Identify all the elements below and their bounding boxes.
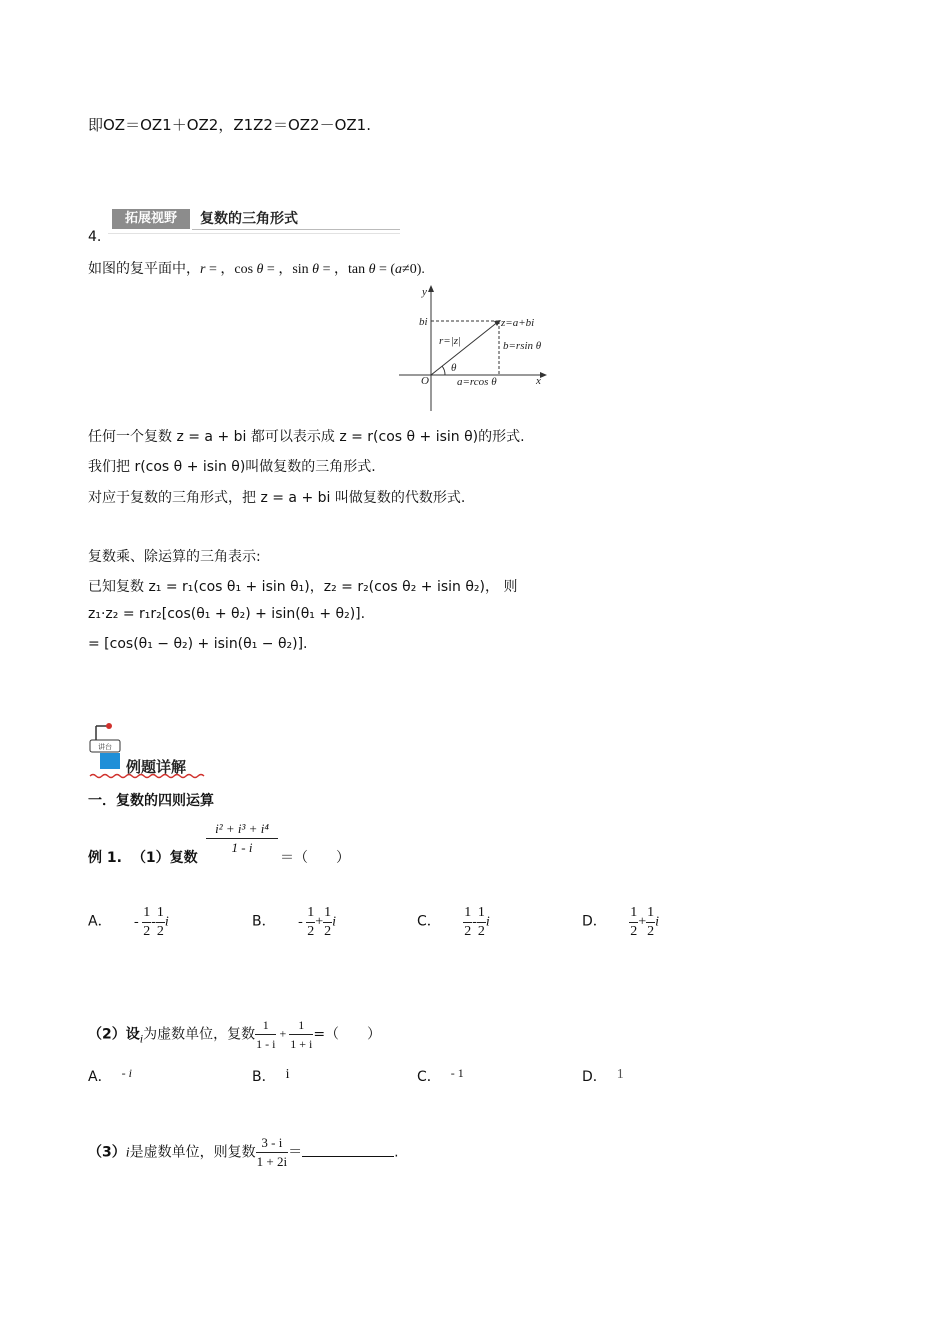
lecture-logo: [86, 722, 206, 780]
ex1-option-a[interactable]: A． - $\frac{1}{2}$ - $\frac{1}{2}$ i: [88, 905, 169, 939]
x-axis-label: x: [536, 375, 541, 387]
ex1-option-b[interactable]: B． - $\frac{1}{2}$ + $\frac{1}{2}$ i: [252, 905, 337, 939]
para-algebraic-form: 对应于复数的三角形式，把 z = a + bi 叫做复数的代数形式.: [88, 490, 466, 506]
example-1-fraction: $\frac{\text{i² + i³ + i⁴}}{1 - i}$: [206, 820, 278, 857]
complex-plane-figure: [395, 283, 560, 413]
y-axis-arrow: [428, 285, 434, 292]
ex2-option-b[interactable]: B． i: [252, 1067, 290, 1085]
modulus-label: r=|z|: [439, 335, 462, 347]
ex2-option-a[interactable]: A． - i: [88, 1066, 132, 1085]
origin-label: O: [421, 375, 429, 387]
bi-label: bi: [419, 316, 428, 328]
angle-arc: [442, 366, 445, 375]
banner-title: 复数的三角形式: [200, 211, 298, 227]
example-1-tail: ＝（ ）: [280, 850, 350, 866]
a-side-label: a=rcos θ: [457, 376, 497, 388]
logo-title: 例题详解: [126, 758, 187, 776]
example-2-line: （2）设i为虚数单位，复数 $\frac{1}{1 - i}$ + $\frac{1}{1 + i}$ =（ ）: [88, 1018, 382, 1051]
item-number: 4.: [88, 229, 102, 245]
intro-line: 如图的复平面中，r = ，cos θ = ，sin θ = ，tan θ = (a≠0).: [88, 261, 425, 277]
para-trig-form: 任何一个复数 z = a + bi 都可以表示成 z = r(cos θ + isin θ)的形式.: [88, 429, 525, 445]
bell-icon: [106, 723, 112, 729]
ex1-option-c[interactable]: C． $\frac{1}{2}$ - $\frac{1}{2}$ i: [417, 905, 490, 939]
podium-icon: [100, 753, 120, 769]
banner-rule-shadow: [108, 233, 400, 234]
modulus-vector: [431, 321, 499, 375]
para-trig-name: 我们把 r(cos θ + isin θ)叫做复数的三角形式.: [88, 459, 376, 475]
ex1-option-d[interactable]: D． $\frac{1}{2}$ + $\frac{1}{2}$ i: [582, 905, 660, 939]
b-side-label: b=rsin θ: [503, 340, 542, 352]
example-3-line: （3）i是虚数单位，则复数 $\frac{3 - i}{1 + 2i}$ ＝ .: [88, 1135, 399, 1169]
ex2-option-c[interactable]: C． - 1: [417, 1066, 464, 1085]
para-quotient: = [cos(θ₁ − θ₂) + isin(θ₁ − θ₂)].: [88, 636, 308, 652]
para-product: z₁·z₂ = r₁r₂[cos(θ₁ + θ₂) + isin(θ₁ + θ₂)].: [88, 606, 366, 622]
section-title: 一．复数的四则运算: [88, 793, 214, 809]
y-axis-label: y: [422, 286, 427, 298]
logo-badge: 讲台: [98, 743, 112, 751]
section-banner: [108, 203, 400, 241]
ex2-option-d[interactable]: D． 1: [582, 1067, 624, 1085]
banner-rule: [192, 229, 400, 230]
banner-tag: 拓展视野: [112, 209, 190, 229]
example-1-label: 例 1. （1）复数: [88, 850, 198, 866]
x-axis-arrow: [540, 372, 547, 378]
vector-relation-line: 即OZ＝OZ1＋OZ2，Z1Z2＝OZ2－OZ1.: [88, 116, 371, 134]
angle-label: θ: [451, 362, 457, 374]
para-mul-div-heading: 复数乘、除运算的三角表示:: [88, 549, 261, 565]
point-label: z=a+bi: [501, 317, 535, 329]
answer-blank[interactable]: [302, 1142, 394, 1157]
para-given: 已知复数 z₁ = r₁(cos θ₁ + isin θ₁)，z₂ = r₂(cos θ₂ + isin θ₂)， 则: [88, 579, 518, 595]
